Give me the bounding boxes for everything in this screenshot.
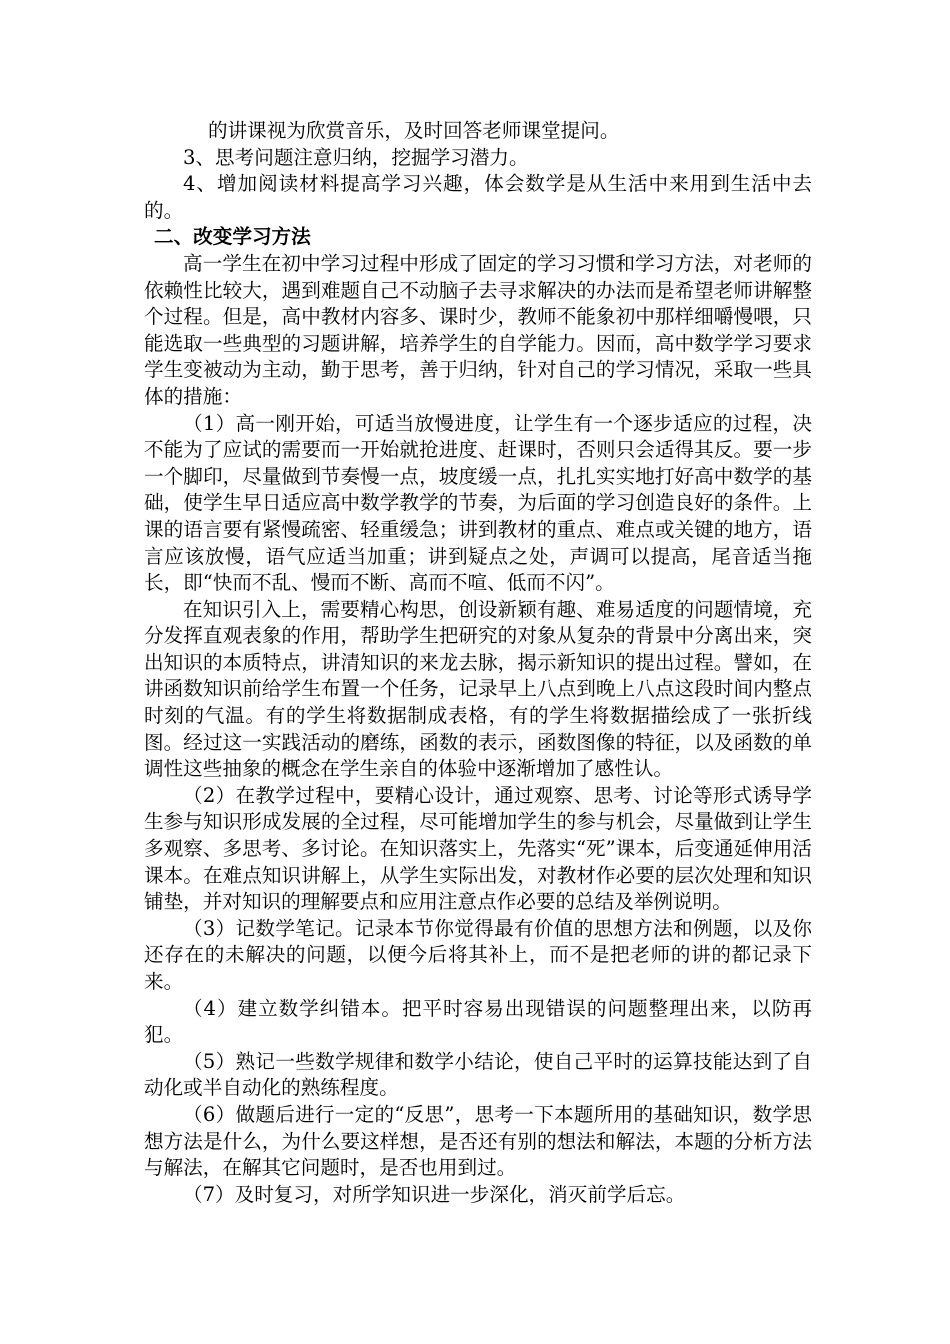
paragraph-knowledge-intro: 在知识引入上，需要精心构思，创设新颖有趣、难易适度的问题情境，充分发挥直观表象的作用，帮助学生把研究的对象从复杂的背景中分离出来，突出知识的本质特点，讲清知识的来龙去脉，揭示新知识的提出过程。譬如，在讲函数知识前给学生布置一个任务，记录早上八点到晚上八点这段时间内整点时刻的气温。有的学生将数据制成表格，有的学生将数据描绘成了一张折线图。经过这一实践活动的磨练，函数的表示，函数图像的特征，以及函数的单调性这些抽象的概念在学生亲自的体验中逐渐增加了感性认。 bbox=[144, 597, 812, 781]
document-page bbox=[144, 118, 812, 1208]
paragraph-listen-as-music: 的讲课视为欣赏音乐，及时回答老师课堂提问。 bbox=[208, 119, 620, 142]
paragraph-measure-3: （3）记数学笔记。记录本节你觉得最有价值的思想方法和例题，以及你还存在的未解决的问题，以便今后将其补上，而不是把老师的讲的都记录下来。 bbox=[144, 916, 812, 993]
paragraph-item-3: 3、思考问题注意归纳，挖掘学习潜力。 bbox=[183, 145, 529, 169]
paragraph-item-4: 4、增加阅读材料提高学习兴趣，体会数学是从生活中来用到生活中去的。 bbox=[144, 172, 812, 222]
paragraph-measure-7: （7）及时复习，对所学知识进一步深化，消灭前学后忘。 bbox=[183, 1182, 686, 1206]
paragraph-measure-6: （6）做题后进行一定的“反思”，思考一下本题所用的基础知识，数学思想方法是什么，为什么要这样想，是否还有别的想法和解法，本题的分析方法与解法，在解其它问题时，是否也用到过。 bbox=[144, 1102, 812, 1180]
section-heading: 二、改变学习方法 bbox=[154, 225, 311, 249]
paragraph-measure-5: （5）熟记一些数学规律和数学小结论，使自己平时的运算技能达到了自动化或半自动化的熟练程度。 bbox=[144, 1049, 812, 1100]
paragraph-measure-4: （4）建立数学纠错本。把平时容易出现错误的问题整理出来，以防再犯。 bbox=[144, 996, 812, 1047]
paragraph-measure-2: （2）在教学过程中，要精心设计，通过观察、思考、讨论等形式诱导学生参与知识形成发展的全过程，尽可能增加学生的参与机会，尽量做到让学生多观察、多思考、多讨论。在知识落实上，先落实“死”课本，后变通延伸用活课本。在难点知识讲解上，从学生实际出发，对教材作必要的层次处理和知识铺垫，并对知识的理解要点和应用注意点作必要的总结及举例说明。 bbox=[144, 783, 812, 914]
paragraph-measure-1: （1）高一刚开始，可适当放慢进度，让学生有一个逐步适应的过程，决不能为了应试的需要而一开始就抢进度、赶课时，否则只会适得其反。要一步一个脚印，尽量做到节奏慢一点，坡度缓一点，扎扎实实地打好高中数学的基础，使学生早日适应高中数学教学的节奏，为后面的学习创造良好的条件。上课的语言要有紧慢疏密、轻重缓急；讲到教材的重点、难点或关键的地方，语言应该放慢，语气应适当加重；讲到疑点之处，声调可以提高，尾音适当拖长，即“快而不乱、慢而不断、高而不喧、低而不闪”。 bbox=[144, 411, 812, 595]
paragraph-intro: 高一学生在初中学习过程中形成了固定的学习习惯和学习方法，对老师的依赖性比较大，遇到难题自己不动脑子去寻求解决的办法而是希望老师讲解整个过程。但是，高中教材内容多、课时少，教师不能象初中那样细嚼慢喂，只能选取一些典型的习题讲解，培养学生的自学能力。因而，高中数学学习要求学生变被动为主动，勤于思考，善于归纳，针对自己的学习情况，采取一些具体的措施： bbox=[144, 251, 812, 408]
